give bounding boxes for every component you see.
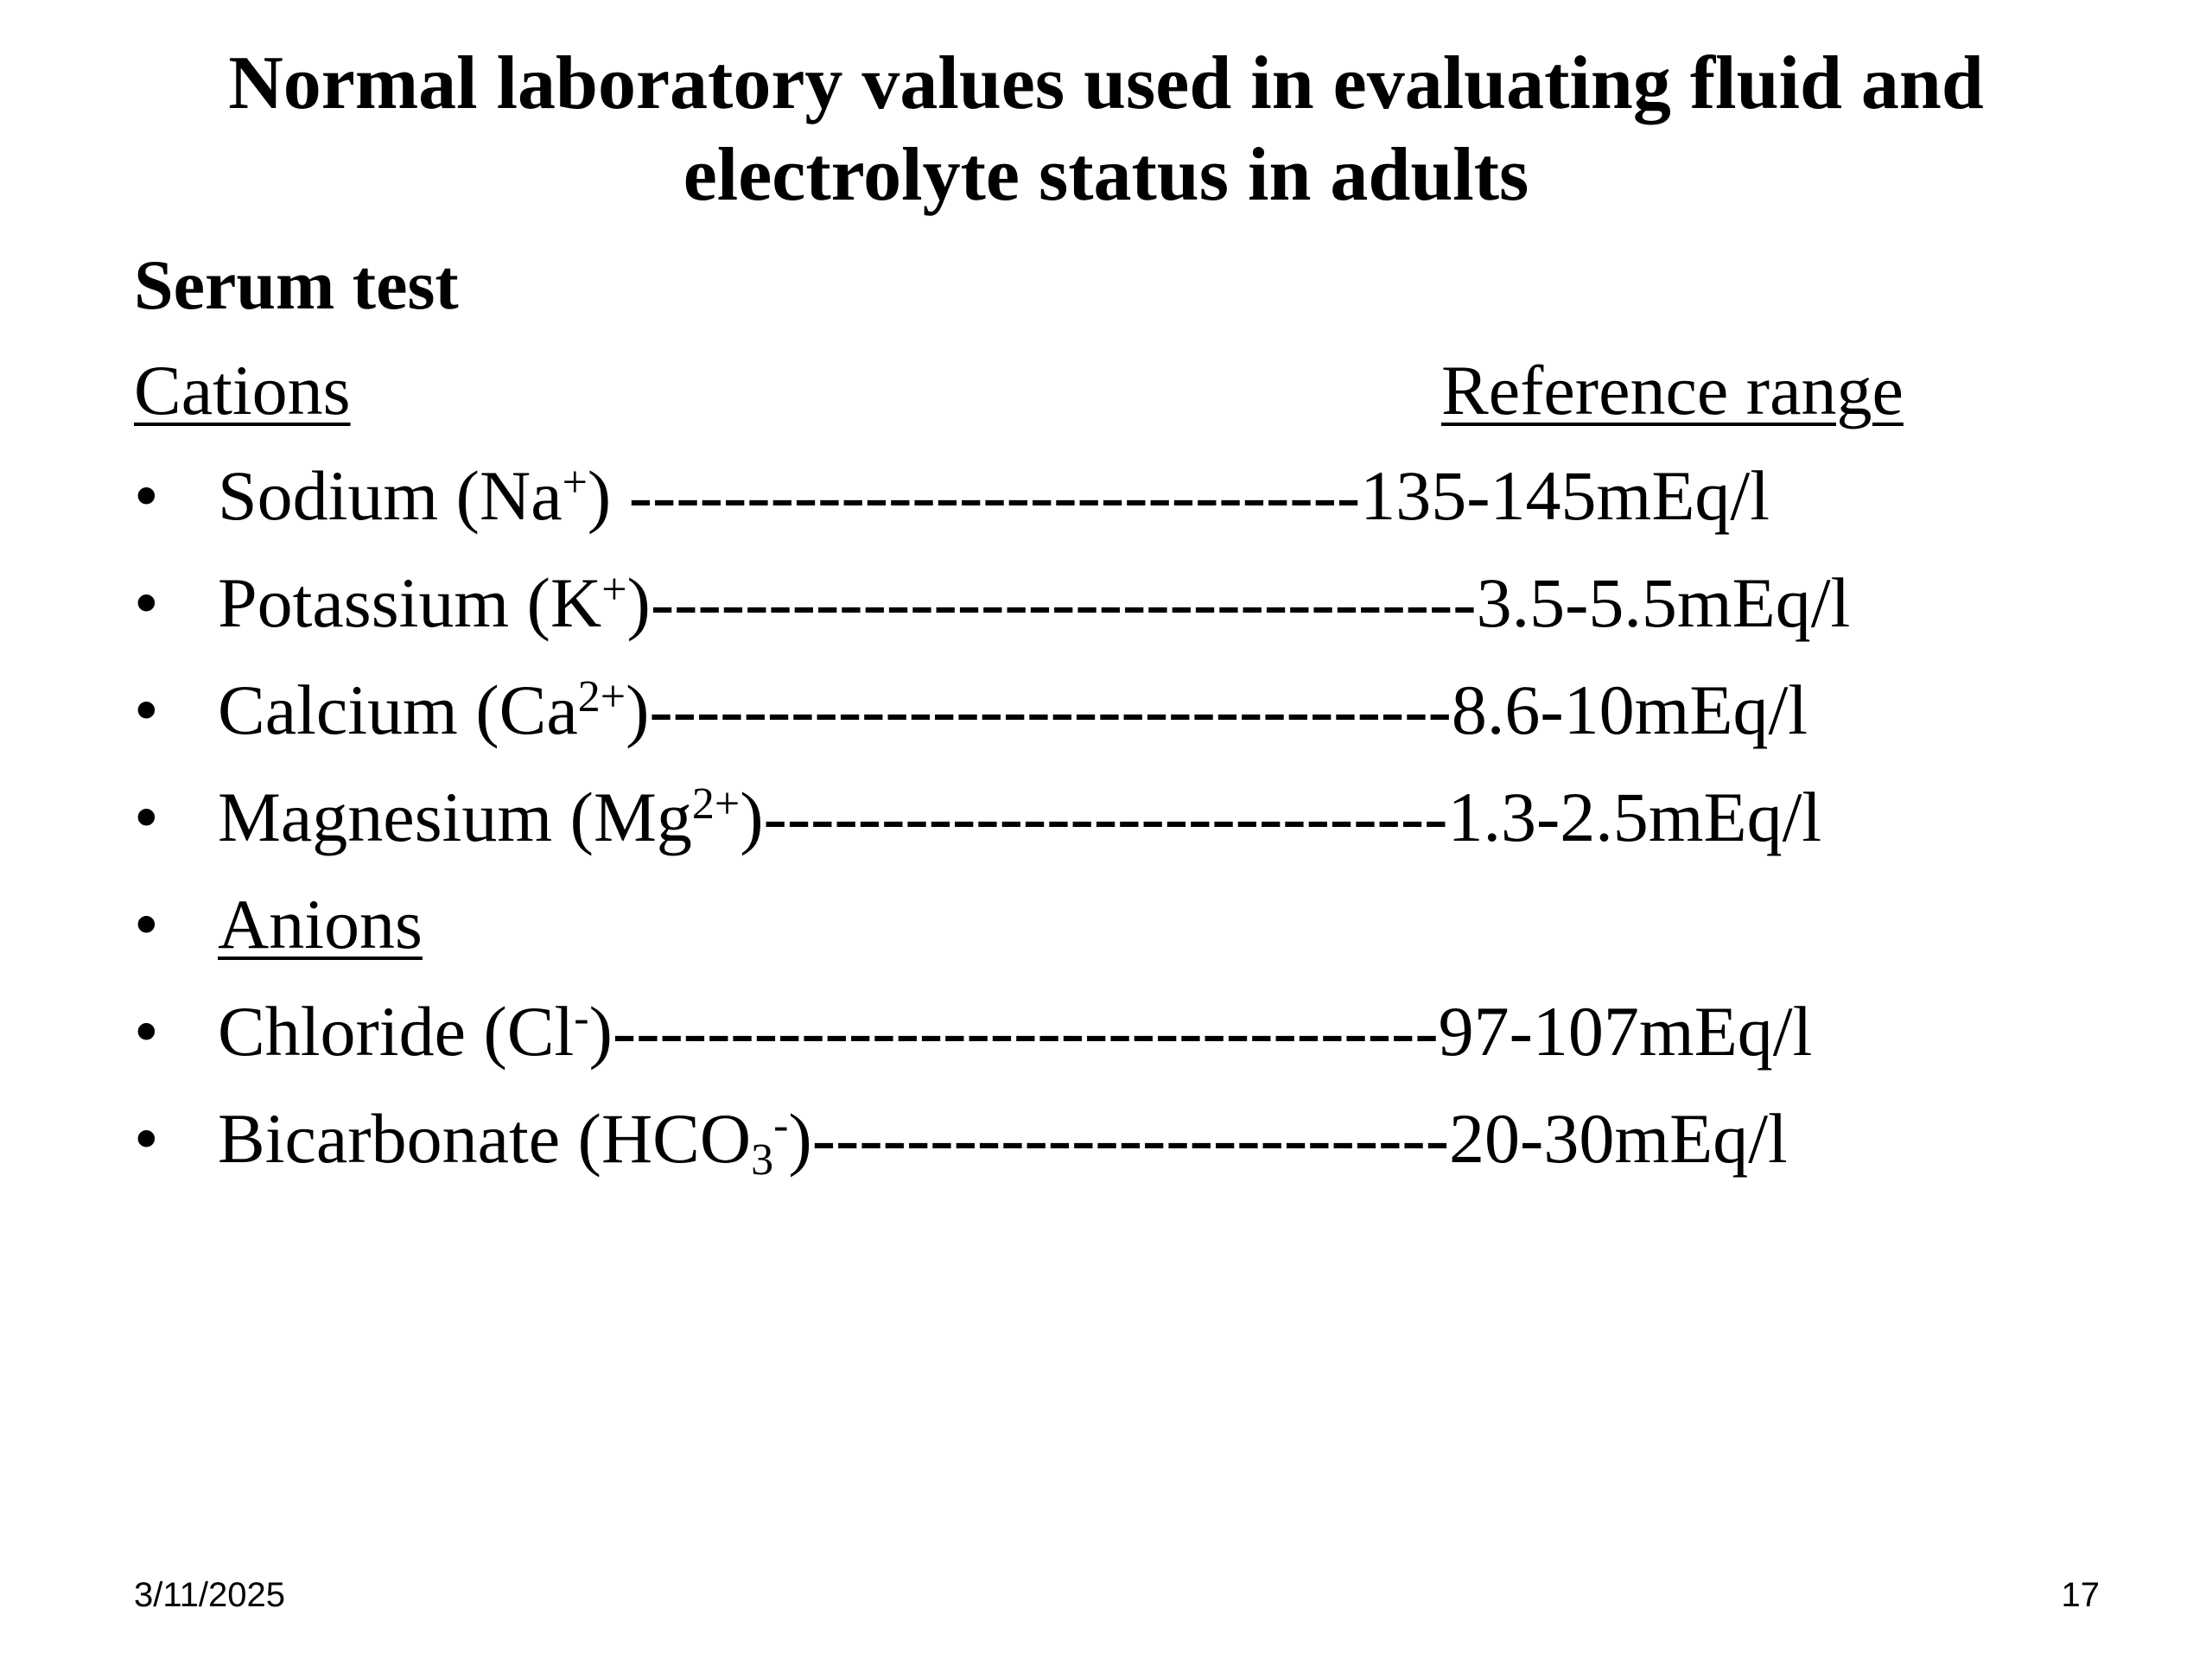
item-text	[218, 988, 1812, 1075]
item-close: )	[626, 563, 651, 642]
slide-title-line-2: electrolyte status in adults	[683, 133, 1529, 217]
item-charge: -	[574, 994, 589, 1043]
item-dashes: -----------------------------------	[612, 992, 1439, 1071]
subheading-anions: Anions	[218, 885, 423, 963]
item-close: )	[788, 1099, 812, 1178]
item-value: 135-145mEq/l	[1360, 456, 1770, 535]
slide-title	[138, 38, 2074, 221]
item-value: 3.5-5.5mEq/l	[1476, 563, 1851, 642]
item-text	[218, 560, 1850, 646]
item-dashes: -------------------------------	[628, 456, 1361, 535]
slide-title-line-1: Normal laboratory values used in evaluating fluid and	[228, 41, 1984, 125]
section-heading: Serum test	[134, 245, 459, 324]
bullet: •	[134, 885, 159, 963]
item-text	[218, 667, 1808, 753]
item-name: Calcium (Ca	[218, 671, 578, 749]
item-charge: +	[562, 458, 588, 507]
item-value: 20-30mEq/l	[1449, 1099, 1788, 1178]
item-subscript: 3	[751, 1135, 774, 1185]
item-dashes: -----------------------------------	[650, 563, 1477, 642]
footer-date: 3/11/2025	[134, 1576, 285, 1614]
item-text	[218, 774, 1821, 861]
item-name: Sodium (Na	[218, 456, 563, 535]
item-value: 8.6-10mEq/l	[1451, 671, 1808, 749]
item-dashes: ---------------------------	[811, 1099, 1450, 1178]
item-charge: 2+	[577, 672, 626, 721]
item-charge: 2+	[691, 779, 741, 829]
item-close: )	[740, 778, 764, 856]
item-name: Magnesium (Mg	[218, 778, 692, 856]
item-name: Potassium (K	[218, 563, 602, 642]
footer-page-number: 17	[2061, 1576, 2100, 1614]
item-charge: -	[773, 1101, 789, 1150]
item-value: 97-107mEq/l	[1438, 992, 1813, 1071]
bullet: •	[134, 778, 159, 856]
item-close: )	[588, 992, 613, 1071]
column-header-cations: Cations	[134, 351, 351, 429]
column-header-reference-range: Reference range	[1441, 351, 1904, 429]
item-value: 1.3-2.5mEq/l	[1447, 778, 1822, 856]
item-dashes: -----------------------------	[763, 778, 1448, 856]
bullet: •	[134, 1099, 159, 1178]
bullet: •	[134, 992, 159, 1071]
item-name: Chloride (Cl	[218, 992, 575, 1071]
item-dashes: ----------------------------------	[649, 671, 1452, 749]
bullet: •	[134, 671, 159, 749]
item-charge: +	[601, 565, 627, 614]
item-close: )	[626, 671, 650, 749]
bullet: •	[134, 563, 159, 642]
item-text	[218, 453, 1770, 539]
bullet: •	[134, 456, 159, 535]
item-name: Bicarbonate (HCO	[218, 1099, 752, 1178]
item-text	[218, 1096, 1788, 1185]
item-close: )	[587, 456, 629, 535]
